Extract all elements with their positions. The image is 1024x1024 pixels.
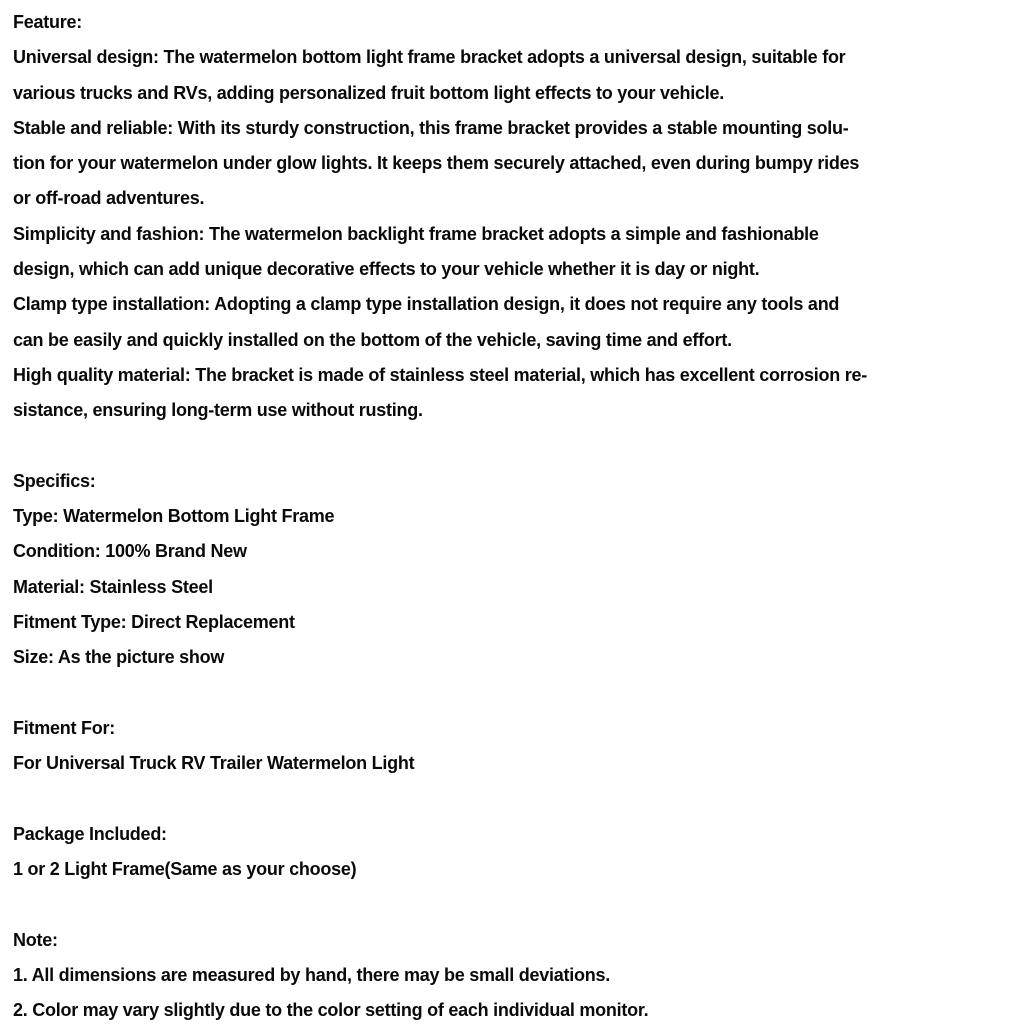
text-line: Condition: 100% Brand New — [13, 541, 247, 562]
text-line: or off-road adventures. — [13, 188, 205, 209]
text-line: Universal design: The watermelon bottom light frame bracket adopts a universal design, suitable for — [13, 47, 846, 68]
text-line: High quality material: The bracket is made of stainless steel material, which has excellent corrosion re- — [13, 364, 868, 385]
text-line: 1. All dimensions are measured by hand, there may be small deviations. — [13, 965, 611, 986]
text-line: can be easily and quickly installed on the bottom of the vehicle, saving time and effort. — [13, 329, 732, 350]
product-description — [13, 5, 1016, 1024]
section-heading: Specifics: — [13, 470, 96, 491]
text-line: 2. Color may vary slightly due to the color setting of each individual monitor. — [13, 1000, 649, 1021]
text-line: sistance, ensuring long-term use without rusting. — [13, 400, 423, 421]
text-line: tion for your watermelon under glow lights. It keeps them securely attached, even during bumpy rides — [13, 153, 860, 174]
text-line: various trucks and RVs, adding personalized fruit bottom light effects to your vehicle. — [13, 82, 725, 103]
section-heading: Note: — [13, 929, 58, 950]
text-line: design, which can add unique decorative effects to your vehicle whether it is day or night. — [13, 259, 760, 280]
section-specifics — [13, 464, 1016, 676]
text-line: Clamp type installation: Adopting a clamp type installation design, it does not require any tools and — [13, 294, 840, 315]
section-heading: Package Included: — [13, 823, 167, 844]
section-heading: Feature: — [13, 12, 83, 32]
text-line: Stable and reliable: With its sturdy construction, this frame bracket provides a stable mounting solu- — [13, 117, 849, 138]
section-fitment-for — [13, 711, 1016, 782]
text-line: 1 or 2 Light Frame(Same as your choose) — [13, 859, 357, 880]
text-line: Type: Watermelon Bottom Light Frame — [13, 506, 335, 527]
section-note — [13, 923, 1016, 1024]
section-heading: Fitment For: — [13, 717, 115, 738]
text-line: Material: Stainless Steel — [13, 576, 213, 597]
text-line: Fitment Type: Direct Replacement — [13, 612, 295, 633]
text-line: Simplicity and fashion: The watermelon backlight frame bracket adopts a simple and fashionable — [13, 223, 819, 244]
text-line: For Universal Truck RV Trailer Watermelon Light — [13, 753, 415, 774]
text-line: Size: As the picture show — [13, 647, 225, 668]
section-package-included — [13, 817, 1016, 888]
section-feature — [13, 5, 1016, 429]
